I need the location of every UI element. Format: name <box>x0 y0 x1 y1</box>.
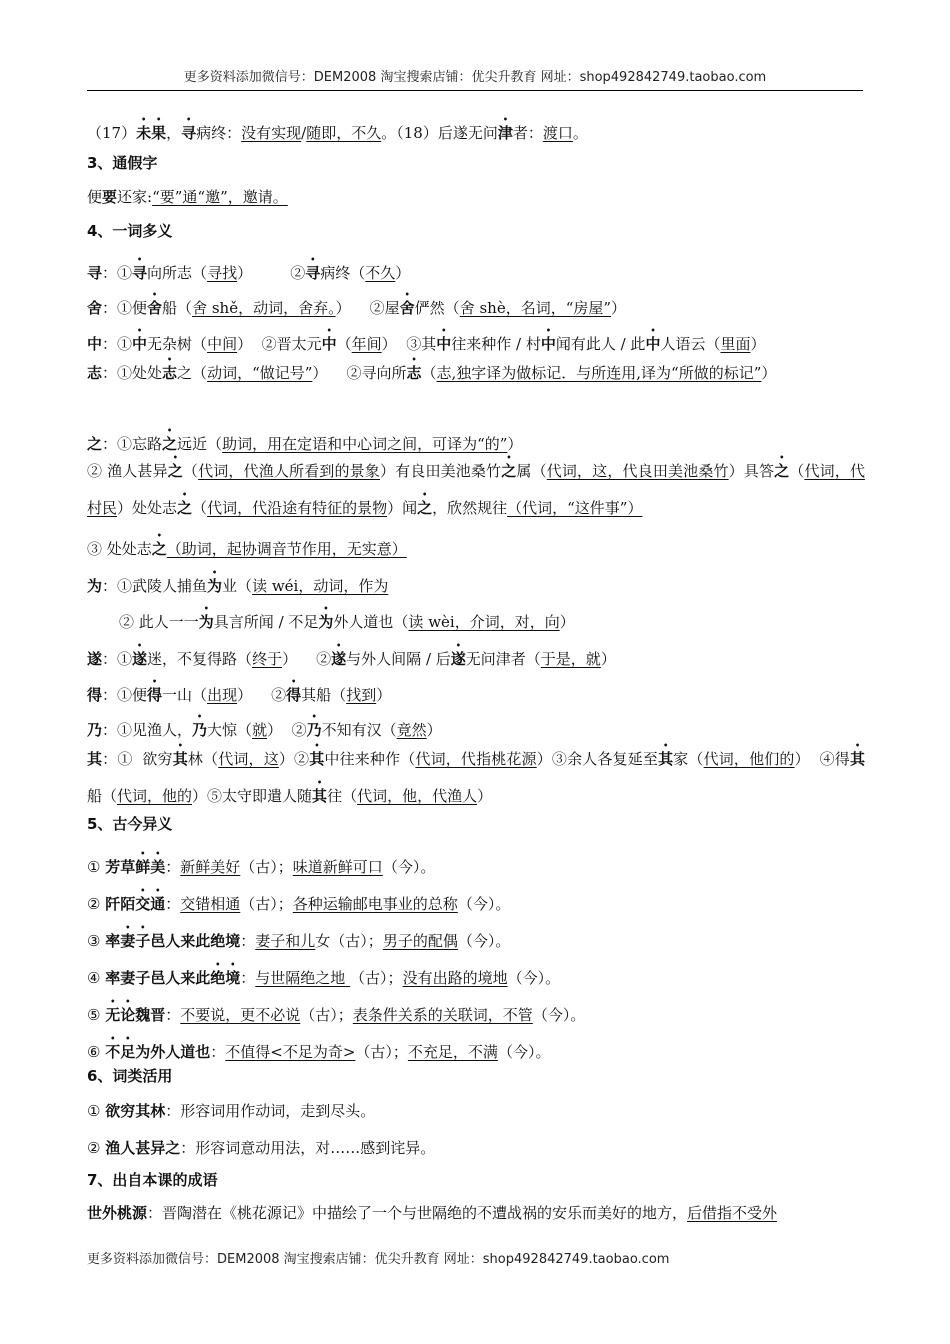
text: 俨然（ <box>414 299 460 317</box>
entry-label: 得 <box>87 686 103 704</box>
answer: 没有实现 <box>241 124 302 142</box>
text: （今）。 <box>457 932 511 950</box>
polysemy-xun <box>87 254 410 283</box>
polysemy-she <box>87 289 626 318</box>
text: ） <box>611 299 627 317</box>
polysemy-sui <box>87 640 616 669</box>
key-word: 之 <box>501 462 517 480</box>
text: ） ④得 <box>794 750 850 768</box>
entry-label: 乃 <box>87 721 103 739</box>
polysemy-wei-sense2 <box>119 603 575 632</box>
text: 闻有此人 / 此 <box>555 335 646 353</box>
text: 。（18）后遂无问 <box>381 124 498 142</box>
text: （今）。 <box>382 858 436 876</box>
text: （ <box>336 335 352 353</box>
text: 病终（ <box>320 264 366 282</box>
text: ） <box>750 335 766 353</box>
answer: 表条件关系的关联词，不管 <box>352 1006 533 1024</box>
section-title-4: 4、一词多义 <box>87 222 173 240</box>
key-word: 交通 <box>135 895 166 913</box>
polysemy-zhi <box>87 354 865 389</box>
text: 中往来种作（ <box>324 750 416 768</box>
key-word: 舍 <box>399 299 415 317</box>
answer: 终于 <box>252 650 283 668</box>
key-word: 寻 <box>305 264 321 282</box>
key-word: 之 <box>162 435 178 453</box>
text: 林（ <box>187 750 219 768</box>
key-word: 津 <box>497 124 513 142</box>
text: 病终： <box>196 124 242 142</box>
polysemy-nai <box>87 711 442 740</box>
text: 无杂树（ <box>147 335 208 353</box>
vocab-line-17-18 <box>87 114 588 143</box>
text: ， <box>166 124 182 142</box>
text: 迷，不复得路（ <box>147 650 253 668</box>
answer: 味道新鲜可口 <box>292 858 383 876</box>
text: ② 此人一一 <box>119 613 199 631</box>
text: ：① <box>102 650 133 668</box>
key-word: 寻 <box>132 264 148 282</box>
key-word: 要 <box>102 188 118 206</box>
text: （ <box>789 462 805 480</box>
text: ）⑤太守即遣人随 <box>192 787 313 805</box>
text: ） <box>395 264 411 282</box>
key-word: 阡陌 <box>105 895 136 913</box>
answer: 寻找 <box>207 264 238 282</box>
key-word: 为 <box>207 577 223 595</box>
text: 具言所闻 / 不足 <box>213 613 319 631</box>
entry-label: 遂 <box>87 650 103 668</box>
key-word: 之 <box>167 462 183 480</box>
item-number: （17） <box>87 124 137 142</box>
answer: 出现 <box>207 686 238 704</box>
polysemy-zhi2-sense1 <box>87 425 522 454</box>
answer: （代词，“这件事”） <box>507 499 643 517</box>
text: ）③余人各复延至 <box>536 750 659 768</box>
answer: 舍 shě，动词，舍弃。 <box>192 299 336 317</box>
text: ：①便 <box>102 686 148 704</box>
answer: 新鲜美好 <box>180 858 241 876</box>
text: 一山（ <box>162 686 208 704</box>
text: ③ 处处志 <box>87 540 152 558</box>
text: ： <box>165 858 181 876</box>
text: 外人道也（ <box>333 613 409 631</box>
answer: 代词，代沿途有特征的景物 <box>207 499 388 517</box>
text: ① <box>87 1102 106 1120</box>
huoyong-item-2 <box>87 1137 435 1158</box>
text: 业（ <box>222 577 253 595</box>
text: （ <box>182 462 199 480</box>
text: （今）。 <box>507 969 561 987</box>
answer: 就 <box>252 721 268 739</box>
text: ） ② <box>282 650 332 668</box>
polysemy-wei-sense1 <box>87 567 388 596</box>
text: ：形容词意动用法，对……感到诧异。 <box>180 1139 436 1157</box>
answer: 没有出路的境地 <box>402 969 508 987</box>
section-title-7: 7、出自本课的成语 <box>87 1171 218 1189</box>
answer: 渡口 <box>542 124 573 142</box>
text: ） <box>600 650 616 668</box>
key-word: 之 <box>151 540 167 558</box>
answer: 不要说，更不必说 <box>180 1006 301 1024</box>
entry-label: 中 <box>87 335 103 353</box>
section-title-5: 5、古今异义 <box>87 815 173 833</box>
key-word: 遂 <box>450 650 466 668</box>
text: ） ② <box>267 721 307 739</box>
answer: 读 wèi，介词，对，向 <box>408 613 560 631</box>
text: ：①忘路 <box>102 435 163 453</box>
text: ） <box>376 686 392 704</box>
text: ：① <box>102 335 133 353</box>
key-word: 中 <box>321 335 337 353</box>
text: 者： <box>512 124 543 142</box>
answer: 不充足，不满 <box>407 1043 498 1061</box>
key-word: 之 <box>417 499 433 517</box>
tongjia-line <box>87 186 288 207</box>
answer: 于是，就 <box>540 650 601 668</box>
text: 无问津者（ <box>465 650 541 668</box>
text: ：① 欲穷 <box>102 750 173 768</box>
huoyong-item-1 <box>87 1100 375 1121</box>
text: ：晋陶潜在《桃花源记》中描绘了一个与世隔绝的不遭战祸的安乐而美好的地方， <box>147 1204 688 1222</box>
key-word: 绝境 <box>210 969 241 987</box>
text: ： <box>240 969 256 987</box>
text: ） ③其 <box>381 335 437 353</box>
text: 大惊（ <box>207 721 253 739</box>
text: （古）； <box>350 969 403 987</box>
key-word: 志 <box>406 364 422 382</box>
answer: （助词，起协调音节作用，无实意） <box>166 540 407 558</box>
text: 还家: <box>117 188 153 206</box>
answer: 舍 shè，名词，“房屋” <box>459 299 612 317</box>
text: （古）； <box>300 1006 353 1024</box>
key-word: 舍 <box>147 299 163 317</box>
polysemy-zhi2-sense3 <box>87 530 407 559</box>
text: （ <box>421 364 437 382</box>
key-word: 之 <box>774 462 790 480</box>
text: 女（古）； <box>315 932 383 950</box>
key-word: 中 <box>540 335 556 353</box>
entry-label: 其 <box>87 750 103 768</box>
answer: 随即，不久 <box>306 124 382 142</box>
polysemy-de <box>87 676 391 705</box>
text: 船（ <box>162 299 193 317</box>
answer: 读 wéi，动词，作为 <box>252 577 389 595</box>
key-word: 遂 <box>331 650 347 668</box>
text: ： <box>240 932 256 950</box>
section-title-6: 6、词类活用 <box>87 1067 173 1085</box>
key-word: 志 <box>162 364 178 382</box>
text: 远近（ <box>177 435 223 453</box>
key-word: 为 <box>198 613 214 631</box>
text: ）闻 <box>387 499 418 517</box>
key-word: 邑人来此绝境 <box>150 932 241 950</box>
text: ）具答 <box>728 462 775 480</box>
text: ） ② <box>237 686 287 704</box>
key-word: 渔人甚异之 <box>105 1139 181 1157</box>
text: ⑥ <box>87 1043 106 1061</box>
answer: 后借指不受外 <box>687 1204 778 1222</box>
polysemy-zhong <box>87 325 766 354</box>
text: ： <box>165 895 181 913</box>
text: ① <box>87 858 106 876</box>
gujin-item-4 <box>87 959 560 988</box>
text: ：①便 <box>102 299 148 317</box>
answer: 年间 <box>351 335 382 353</box>
text: ） ②屋 <box>335 299 400 317</box>
key-word: 乃 <box>192 721 208 739</box>
text: ： <box>210 1043 226 1061</box>
answer: 找到 <box>346 686 377 704</box>
key-word: 率妻子邑人来此 <box>105 969 211 987</box>
text: ：①处处 <box>102 364 163 382</box>
key-word: 率 <box>105 932 121 950</box>
key-word: 为 <box>318 613 334 631</box>
page-footer: 更多资料添加微信号：DEM2008 淘宝搜索店铺：优尖升教育 网址：shop492842749.taobao.com <box>87 1252 670 1267</box>
answer: 代词，这 <box>218 750 279 768</box>
gujin-item-6 <box>87 1033 550 1062</box>
key-word: 欲穷其林 <box>105 1102 166 1120</box>
answer: 动词，“做记号” <box>207 364 313 382</box>
text: ） <box>426 721 442 739</box>
gujin-item-1 <box>87 848 435 877</box>
text: ： <box>165 1006 181 1024</box>
answer: “要”通“邀”，邀请。 <box>152 188 288 206</box>
entry-label: 之 <box>87 435 103 453</box>
page-header: 更多资料添加微信号：DEM2008 淘宝搜索店铺：优尖升教育 网址：shop492842749.taobao.com <box>87 66 863 91</box>
polysemy-zhi2-sense2 <box>87 452 865 526</box>
text: ） <box>761 364 777 382</box>
key-word: 其 <box>658 750 674 768</box>
key-word: 其 <box>849 750 865 768</box>
gujin-item-2 <box>87 885 510 914</box>
text: 船（ <box>87 787 118 805</box>
text: 。 <box>572 124 588 142</box>
text: ） ② <box>237 264 306 282</box>
text: ：形容词用作动词，走到尽头。 <box>165 1102 376 1120</box>
key-word: 其 <box>309 750 325 768</box>
key-word: 中 <box>436 335 452 353</box>
text: 便 <box>87 188 103 206</box>
key-word: 为外人道也 <box>135 1043 211 1061</box>
answer: 与世隔绝之地 <box>255 969 351 987</box>
answer: 中间 <box>207 335 238 353</box>
key-word: 不足 <box>105 1043 136 1061</box>
answer: 代词，他的 <box>117 787 193 805</box>
text: ：①武陵人捕鱼 <box>102 577 208 595</box>
text: ） <box>507 435 523 453</box>
entry-label: 为 <box>87 577 103 595</box>
text: ③ <box>87 932 106 950</box>
answer: 代词，代渔人所看到的景象 <box>198 462 380 480</box>
answer: 助词，用在定语和中心词之间，可译为“的” <box>222 435 508 453</box>
text: 家（ <box>673 750 704 768</box>
key-word: 中 <box>132 335 148 353</box>
text: ）有良田美池桑竹 <box>379 462 502 480</box>
entry-label: 舍 <box>87 299 103 317</box>
answer: 妻子和儿 <box>255 932 316 950</box>
answer: 不久 <box>365 264 396 282</box>
text: 往来种作 / 村 <box>451 335 541 353</box>
text: 向所志（ <box>147 264 208 282</box>
text: ）② <box>278 750 310 768</box>
text: （古）； <box>240 858 293 876</box>
key-word: 之 <box>177 499 193 517</box>
text: （今）。 <box>457 895 511 913</box>
answer: 志,独字译为做标记．与所连用,译为“所做的标记” <box>436 364 762 382</box>
gujin-item-5 <box>87 996 585 1025</box>
entry-label: 寻 <box>87 264 103 282</box>
chengyu-item <box>87 1202 777 1223</box>
text: ） ②晋太元 <box>237 335 322 353</box>
text: 其船（ <box>301 686 347 704</box>
text: （古）； <box>355 1043 408 1061</box>
key-word: 鲜美 <box>135 858 166 876</box>
key-word: 得 <box>147 686 163 704</box>
answer: 代词，代村民 <box>87 462 865 517</box>
text: （今）。 <box>532 1006 586 1024</box>
text: ② 渔人甚异 <box>87 462 168 480</box>
key-word: 魏晋 <box>135 1006 166 1024</box>
answer: 里面 <box>720 335 751 353</box>
text: ：① <box>102 264 133 282</box>
key-word: 芳草 <box>105 858 136 876</box>
answer: 代词，代指桃花源 <box>415 750 537 768</box>
key-word: 妻子 <box>120 932 151 950</box>
key-word: 世外桃源 <box>87 1204 148 1222</box>
text: （ <box>192 499 208 517</box>
answer: 各种运输邮电事业的总称 <box>292 895 458 913</box>
text: （今）。 <box>497 1043 551 1061</box>
entry-label: 志 <box>87 364 103 382</box>
key-word: 寻 <box>181 124 197 142</box>
text: 不知有汉（ <box>321 721 397 739</box>
text: ④ <box>87 969 106 987</box>
text: ⑤ <box>87 1006 106 1024</box>
key-word: 其 <box>312 787 328 805</box>
text: 属（ <box>516 462 547 480</box>
text: 人语云（ <box>660 335 721 353</box>
key-word: 得 <box>286 686 302 704</box>
key-word: 无论 <box>105 1006 136 1024</box>
section-title-3: 3、通假字 <box>87 154 158 172</box>
key-word: 遂 <box>132 650 148 668</box>
text: ② <box>87 1139 106 1157</box>
answer: 男子的配偶 <box>382 932 458 950</box>
key-word: 未果 <box>136 124 167 142</box>
text: ② <box>87 895 106 913</box>
text: ） ②寻向所 <box>312 364 407 382</box>
key-word: 中 <box>645 335 661 353</box>
text: ：①见渔人， <box>102 721 193 739</box>
answer: 竟然 <box>396 721 427 739</box>
gujin-item-3 <box>87 922 510 951</box>
answer: 不值得<不足为奇> <box>225 1043 356 1061</box>
answer: 代词，他们的 <box>703 750 795 768</box>
polysemy-qi <box>87 740 865 814</box>
text: （古）； <box>240 895 293 913</box>
answer: 代词，这，代良田美池桑竹 <box>546 462 729 480</box>
key-word: 其 <box>172 750 188 768</box>
key-word: 乃 <box>306 721 322 739</box>
answer: 代词，他，代渔人 <box>357 787 478 805</box>
text: ） <box>477 787 493 805</box>
text: / <box>301 124 307 142</box>
text: 与外人间隔 / 后 <box>346 650 451 668</box>
text: ） <box>559 613 575 631</box>
text: ）处处志 <box>117 499 178 517</box>
text: 往（ <box>327 787 358 805</box>
text: ，欣然规往 <box>432 499 508 517</box>
answer: 交错相通 <box>180 895 241 913</box>
text: 之（ <box>177 364 208 382</box>
